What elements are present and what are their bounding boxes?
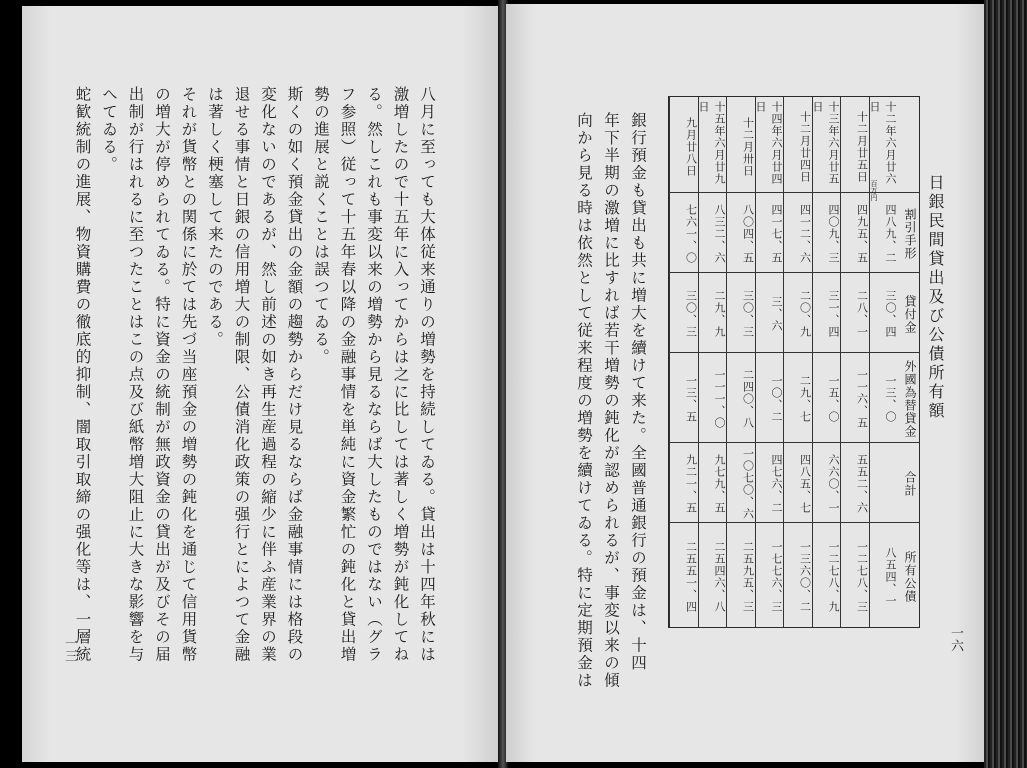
record-date: 十三年六月廿五日 <box>811 101 840 185</box>
record-value: 六六〇、一 <box>827 454 840 514</box>
book-edge <box>984 0 1027 768</box>
record-value: 四八五、七 <box>798 454 812 514</box>
text-column: る。然しこれも事変以来の増勢から見るならば大したものではない（グラ <box>365 86 383 664</box>
record-value: 三、六 <box>770 296 783 332</box>
text-column: 変化ないのであるが、然し前述の如き再生産過程の縮少に伴ふ産業界の業 <box>259 86 277 664</box>
record-value: 一二七八、九 <box>827 540 840 613</box>
record-value: 二五九五、三 <box>741 540 755 613</box>
record-value: 二九、九 <box>713 290 726 338</box>
text-column: 年下半期の激増に比すれば若干増勢の鈍化が認められるが、事変以来の傾 <box>602 112 620 690</box>
record-value: 四〇九、三 <box>827 204 840 264</box>
record-value: 八五四、一 <box>884 546 897 607</box>
record-value: 八三二、六 <box>713 204 726 264</box>
text-column: それが貨幣との関係に於ては先づ当座預金の増勢の鈍化を通じて信用貨幣 <box>179 86 198 664</box>
record-value: 一〇七〇、六 <box>741 448 755 520</box>
record-value: 九七九、五 <box>713 454 726 514</box>
record-value: 四七六、二 <box>770 454 783 514</box>
table-title: 日銀民間貸出及び公債所有額 <box>926 174 945 421</box>
table-row-divider <box>669 192 919 193</box>
text-column: 退せる事情と日銀の信用増大の制限、公債消化政策の强行とによつて金融 <box>232 86 251 664</box>
record-value: 九二一、五 <box>684 454 698 514</box>
record-value: 二四〇、八 <box>741 369 755 429</box>
record-value: 二五四六、八 <box>713 540 726 613</box>
right-page <box>506 4 984 762</box>
text-column: は著しく梗塞して来たのである。 <box>206 86 224 349</box>
text-column: 蛇歓統制の進展、物資購費の徹底的抑制、闇取引取締の强化等は、一層統 <box>73 86 92 664</box>
record-value: 三〇、三 <box>741 290 755 338</box>
record-value: 四八九、二 <box>884 204 897 264</box>
record-value: 三一、四 <box>827 290 840 338</box>
header-foreign-bills: 外國為替貸金 <box>903 360 917 438</box>
text-column: 勢の進展と説くことは誤つてゐる。 <box>312 86 330 366</box>
table-row-divider <box>669 522 919 523</box>
record-date: 十四年六月廿四日 <box>754 101 783 185</box>
right-page-number: 一六 <box>948 626 963 652</box>
header-loans-discount: 割引手形 <box>903 208 917 260</box>
text-column: 銀行預金も貸出も共に増大を續けて来た。全國普通銀行の預金は、十四 <box>629 112 647 672</box>
table-row-divider <box>669 442 919 443</box>
record-date: 十二年六月廿六日 <box>868 101 897 185</box>
text-column: フ参照）従って十五年春以降の金融事情を単純に資金繁忙の鈍化と貸出増 <box>338 86 357 664</box>
table-record <box>698 97 728 627</box>
record-value: 三〇、三 <box>684 290 698 338</box>
table-row-divider <box>669 352 919 353</box>
table-record <box>812 97 842 627</box>
record-date: 十二月廿四日 <box>798 110 812 183</box>
header-bond-holdings: 所有公債 <box>903 550 917 603</box>
record-date: 十五年六月廿九日 <box>697 101 726 185</box>
record-value: 二〇、九 <box>798 290 812 338</box>
text-column: 向から見る時は依然として従来程度の増勢を續けてゐる。特に定期預金は <box>575 112 593 690</box>
record-date: 十二月卅日 <box>741 116 755 177</box>
text-column: 八月に至っても大体従来通りの増勢を持続してゐる。貸出は十四年秋には <box>418 86 436 664</box>
record-value: 八〇四、五 <box>741 204 755 264</box>
table-row-divider <box>669 272 919 273</box>
record-date: 十二月廿五日 <box>855 110 869 183</box>
table-record <box>755 97 785 627</box>
left-page-number: 一三 <box>62 636 77 662</box>
left-page <box>22 6 500 762</box>
record-value: 四九五、五 <box>855 204 869 264</box>
record-value: 四一二、六 <box>798 204 812 264</box>
text-column: の増大が停められてゐる。特に資金の統制が無政資金の貸出が及びその届 <box>153 86 171 664</box>
record-value: 一七七六、三 <box>770 540 783 613</box>
header-total: 合計 <box>903 471 917 497</box>
record-value: 七六一、〇 <box>684 204 698 264</box>
table-record <box>840 97 870 627</box>
record-value: 一三、五 <box>684 375 698 423</box>
record-value: 一〇、二 <box>770 375 783 423</box>
statistics-table <box>668 96 920 628</box>
header-date <box>897 97 919 192</box>
record-value: 一五、〇 <box>827 375 840 423</box>
text-column: 斯くの如く預金貸出の金額の趨勢からだけ見るならば金融事情には格段の <box>285 86 304 664</box>
record-value: 四一七、五 <box>770 204 783 264</box>
unit-label: 百万円 <box>870 180 878 201</box>
record-value: 一一六、五 <box>855 369 869 429</box>
table-record <box>783 97 813 627</box>
record-value: 二五五一、四 <box>684 540 698 613</box>
record-value: 一三六〇、二 <box>798 540 812 613</box>
record-value: 二八、一 <box>855 290 869 338</box>
record-value: 一二七八、三 <box>855 540 869 613</box>
record-value: 一三、〇 <box>884 375 897 423</box>
record-value: 三〇、四 <box>884 290 897 338</box>
record-date: 九月廿八日 <box>684 116 698 177</box>
table-record <box>869 97 899 627</box>
text-column: 出制が行はれるに至つたことはこの点及び紙幣増大阻止に大きな影響を与 <box>126 86 145 664</box>
record-value: 五五二、六 <box>855 454 869 514</box>
table-header-column <box>897 97 919 627</box>
text-column: へてゐる。 <box>100 86 118 174</box>
record-value <box>870 442 899 522</box>
header-loans: 貸付金 <box>903 294 917 334</box>
text-column: 激増したので十五年に入ってからは之に比しては著しく増勢が鈍化してね <box>391 86 410 664</box>
table-record <box>726 97 756 627</box>
table-record <box>669 97 699 627</box>
record-value: 一一一、〇 <box>713 369 726 429</box>
record-value: 二九、七 <box>798 375 812 423</box>
